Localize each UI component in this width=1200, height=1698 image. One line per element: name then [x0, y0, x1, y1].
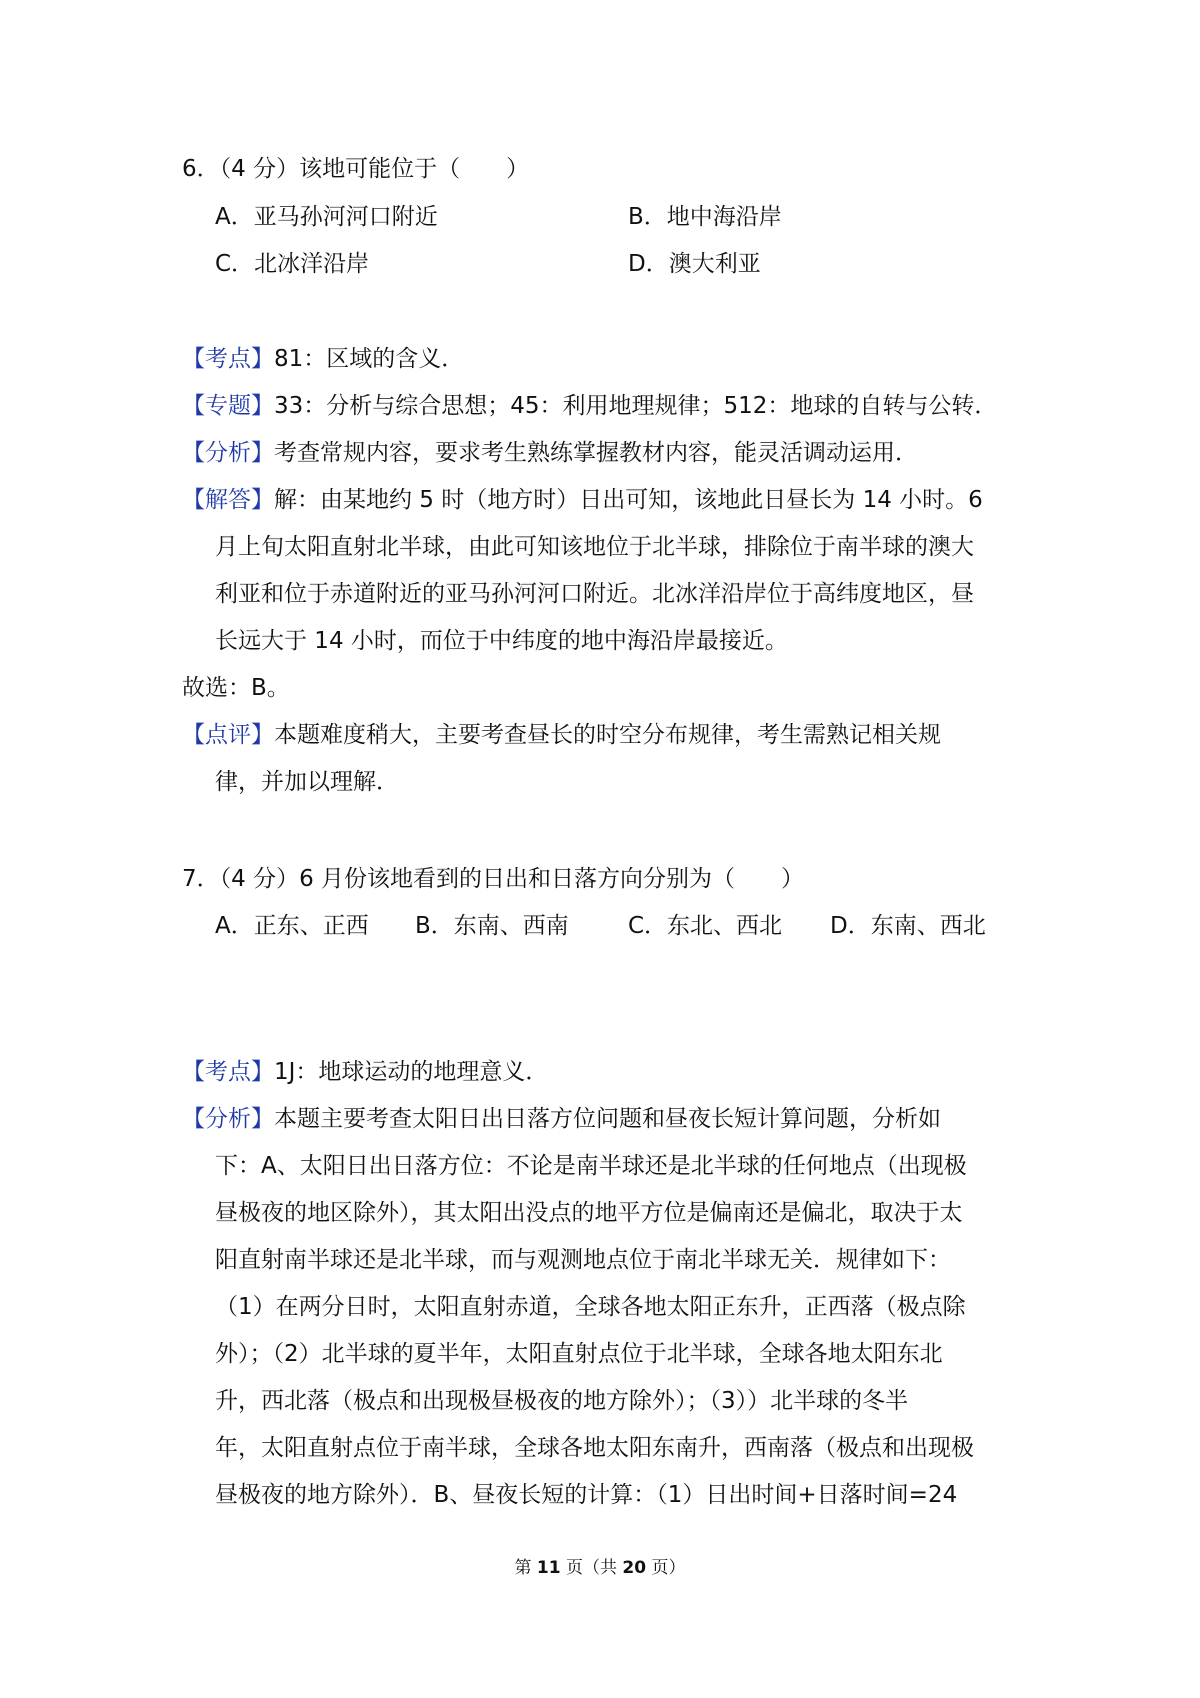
fenxi-tag: 【分析】 [182, 440, 274, 466]
question-6-stem: 6．（4 分）该地可能位于（ ） [182, 156, 530, 182]
answer-6-jieda-line-4: 长远大于 14 小时，而位于中纬度的地中海沿岸最接近。 [215, 628, 788, 654]
jieda-tag: 【解答】 [182, 487, 274, 513]
dianping-tag: 【点评】 [182, 722, 274, 748]
kaodian-text-7: 1J：地球运动的地理意义． [274, 1059, 549, 1085]
answer-7-fenxi-line-9: 昼极夜的地方除外）．B、昼夜长短的计算：（1）日出时间+日落时间=24 [215, 1482, 958, 1508]
answer-7-fenxi-line-7: 升，西北落（极点和出现极昼极夜的地方除外）；（3））北半球的冬半 [215, 1388, 909, 1414]
footer-total-pages: 20 [622, 1558, 647, 1578]
answer-6-dianping-line-2: 律，并加以理解． [215, 769, 399, 795]
zhuanti-text: 33：分析与综合思想；45：利用地理规律；512：地球的自转与公转． [274, 393, 998, 419]
kaodian-tag: 【考点】 [182, 346, 274, 372]
answer-7-fenxi-line-3: 昼极夜的地区除外），其太阳出没点的地平方位是偏南还是偏北，取决于太 [215, 1200, 963, 1226]
kaodian-text: 81：区域的含义． [274, 346, 465, 372]
answer-6-kaodian [182, 344, 464, 374]
fenxi-tag-7: 【分析】 [182, 1106, 274, 1132]
answer-7-fenxi-line-5: （1）在两分日时，太阳直射赤道，全球各地太阳正东升，正西落（极点除 [215, 1294, 966, 1320]
kaodian-tag-7: 【考点】 [182, 1059, 274, 1085]
fenxi-text-7-1: 本题主要考查太阳日出日落方位问题和昼夜长短计算问题，分析如 [274, 1106, 941, 1132]
fenxi-text: 考查常规内容，要求考生熟练掌握教材内容，能灵活调动运用． [274, 440, 918, 466]
footer-prefix: 第 [514, 1558, 532, 1578]
answer-6-dianping-line-1 [182, 720, 941, 750]
footer-page-number: 11 [536, 1558, 561, 1578]
question-7-option-a: A．正东、正西 [215, 913, 369, 939]
answer-7-fenxi-line-1 [182, 1104, 941, 1134]
zhuanti-tag: 【专题】 [182, 393, 274, 419]
question-7-stem: 7．（4 分）6 月份该地看到的日出和日落方向分别为（ ） [182, 866, 805, 892]
answer-7-fenxi-line-8: 年，太阳直射点位于南半球，全球各地太阳东南升，西南落（极点和出现极 [215, 1435, 974, 1461]
answer-6-jieda-line-1 [182, 485, 983, 515]
answer-7-fenxi-line-4: 阳直射南半球还是北半球，而与观测地点位于南北半球无关．规律如下： [215, 1247, 951, 1273]
footer-mid: 页（共 [566, 1558, 617, 1578]
question-6-option-b: B．地中海沿岸 [628, 204, 782, 230]
answer-6-fenxi [182, 438, 918, 468]
question-7-option-d: D．东南、西北 [830, 913, 986, 939]
question-6-option-d: D．澳大利亚 [628, 251, 761, 277]
question-7-option-c: C．东北、西北 [628, 913, 783, 939]
answer-7-kaodian [182, 1057, 548, 1087]
answer-7-fenxi-line-6: 外）；（2）北半球的夏半年，太阳直射点位于北半球，全球各地太阳东北 [215, 1341, 943, 1367]
dianping-text-1: 本题难度稍大，主要考查昼长的时空分布规律，考生需熟记相关规 [274, 722, 941, 748]
answer-6-guxuan: 故选：B。 [182, 675, 290, 701]
footer-suffix: 页） [651, 1558, 686, 1578]
question-6-option-c: C．北冰洋沿岸 [215, 251, 370, 277]
page-footer [0, 1556, 1200, 1580]
question-7-option-b: B．东南、西南 [415, 913, 569, 939]
jieda-text-1: 解：由某地约 5 时（地方时）日出可知，该地此日昼长为 14 小时。6 [274, 487, 983, 513]
answer-7-fenxi-line-2: 下：A、太阳日出日落方位：不论是南半球还是北半球的任何地点（出现极 [215, 1153, 967, 1179]
answer-6-jieda-line-3: 利亚和位于赤道附近的亚马孙河河口附近。北冰洋沿岸位于高纬度地区，昼 [215, 581, 974, 607]
answer-6-jieda-line-2: 月上旬太阳直射北半球，由此可知该地位于北半球，排除位于南半球的澳大 [215, 534, 974, 560]
question-6-option-a: A．亚马孙河河口附近 [215, 204, 438, 230]
answer-6-zhuanti [182, 391, 997, 421]
